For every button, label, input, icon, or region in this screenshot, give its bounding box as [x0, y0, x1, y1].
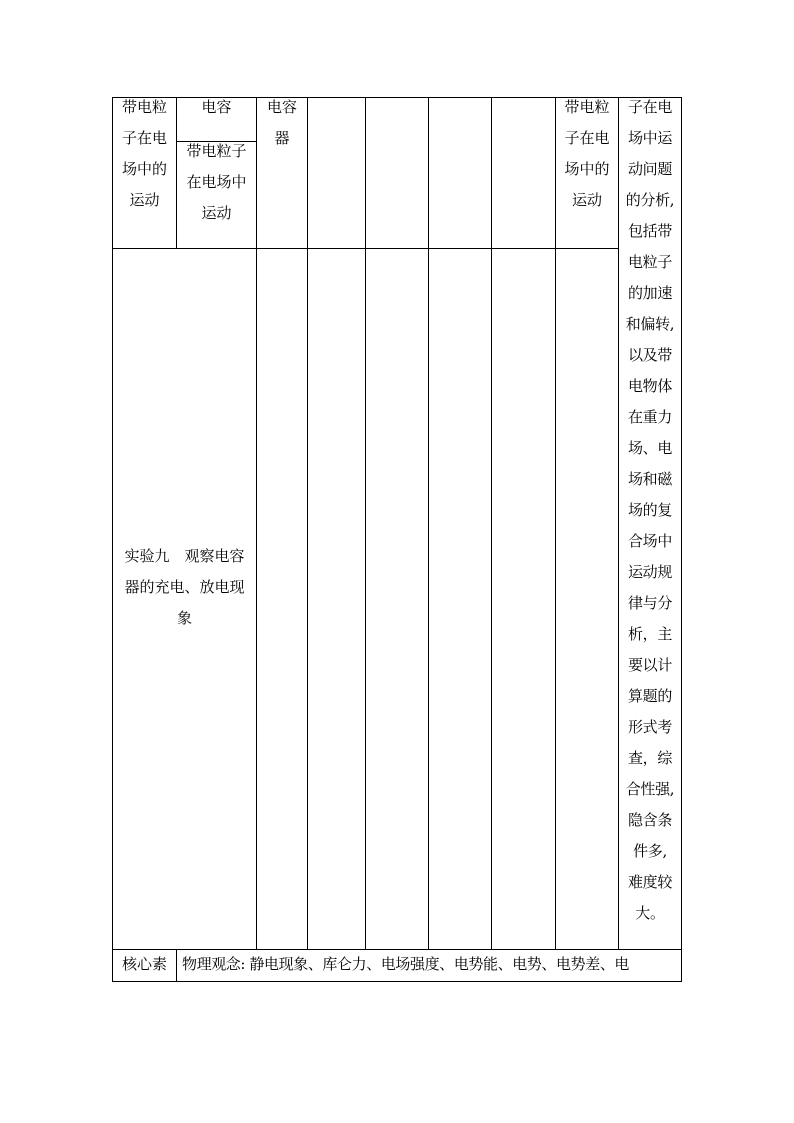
table-left-border [112, 97, 113, 982]
cell-col8-top: 带电粒 子在电 场中的 运动 [564, 98, 610, 209]
footer-divider [176, 949, 177, 981]
cell-col1-top: 带电粒 子在电 场中的 运动 [121, 98, 167, 209]
table-bottom-border [112, 981, 682, 982]
col-divider-4 [365, 97, 366, 949]
cell-col2-bottom: 带电粒子 在电场中 运动 [186, 142, 247, 222]
cell-experiment-9: 实验九 观察电容 器的充电、放电现 象 [124, 547, 245, 627]
cell-col3-top: 电容 器 [266, 98, 297, 147]
col-divider-3 [307, 97, 308, 949]
footer-text: 物理观念: 静电现象、库仑力、电场强度、电势能、电势、电势差、电 [182, 955, 630, 973]
col-divider-5 [428, 97, 429, 949]
cell-col2-top: 电容 [201, 98, 232, 116]
col-divider-6 [491, 97, 492, 949]
col-divider-2 [256, 97, 257, 949]
footer-label: 核心素 [121, 955, 167, 973]
cell-col9-description: 子在电 场中运 动问题 的分析, 包括带 电粒子 的加速 和偏转, 以及带 电物体 在重力 场、电 场和磁 场的复 合场中 运动规 律与分 析，主 要以计 算题的 形式考 查，综 合性强, 隐含条 件多, 难度较 大。 [625, 98, 675, 922]
col-divider-7 [555, 97, 556, 949]
table-right-border [681, 97, 682, 982]
